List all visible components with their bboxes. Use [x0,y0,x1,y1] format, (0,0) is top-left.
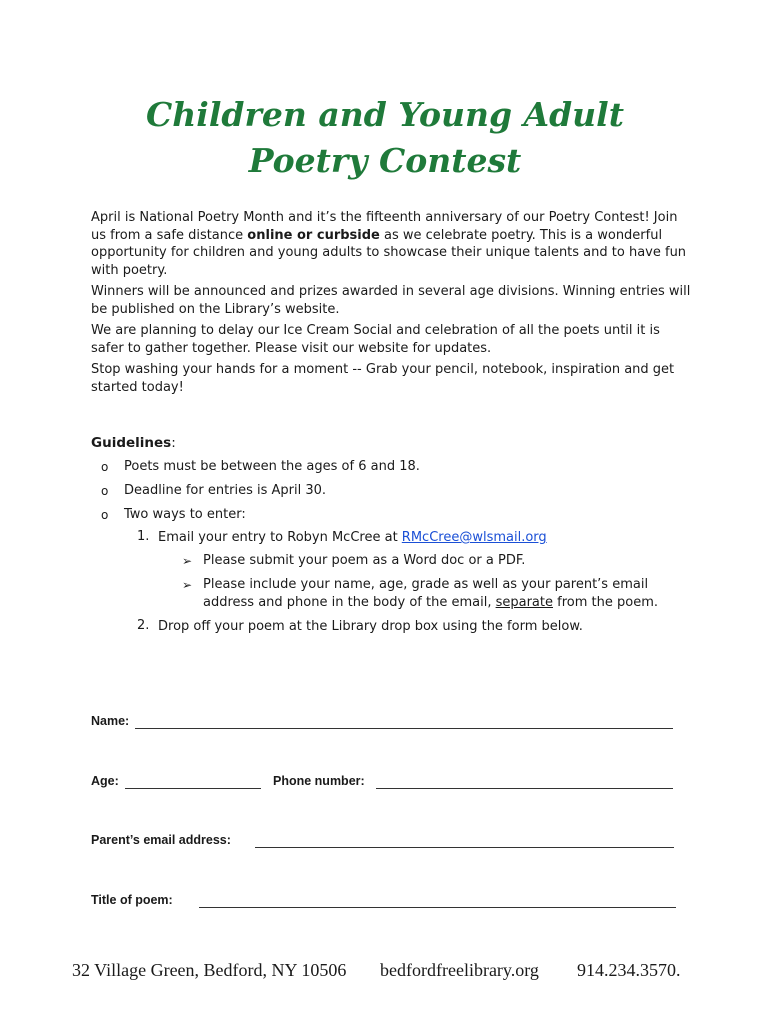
footer-phone: 914.234.3570. [577,960,681,980]
guidelines-heading-text: Guidelines [91,435,172,451]
sub-item-include [203,576,685,611]
way-1-number: 1. [137,529,150,544]
title-line-1: Children and Young Adult [146,95,624,134]
poem-title-field-line[interactable] [199,907,676,908]
email-link[interactable]: RMcCree@wlsmail.org [401,530,547,545]
guideline-item-ways: Two ways to enter: [124,507,246,522]
intro-paragraph-1 [91,209,696,279]
footer-address: 32 Village Green, Bedford, NY 10506 [72,960,347,980]
parent-email-label: Parent’s email address: [91,833,231,847]
sub-item-include-underlined: separate [495,594,553,610]
intro-paragraph-3: We are planning to delay our Ice Cream Social and celebration of all the poets until it is safer to gather together. Please visit our website for updates. [91,323,660,356]
sub-item-include-b: from the poem. [553,594,658,610]
intro-paragraph-4: Stop washing your hands for a moment -- Grab your pencil, notebook, inspiration and get started today! [91,362,675,395]
arrow-bullet-icon: ➢ [182,578,193,592]
page-title [0,92,770,184]
way-1-text [158,529,547,547]
guidelines-heading-colon: : [171,435,176,451]
footer-website: bedfordfreelibrary.org [380,960,539,980]
guidelines-heading [91,435,176,451]
name-label: Name: [91,714,130,728]
poem-title-label: Title of poem: [91,893,173,907]
intro-p1-text-b: as we celebrate poetry. This is a wonderful opportunity for children and young adults to showcase their unique talents and to have fun with poetry. [91,227,687,278]
guideline-item-deadline: Deadline for entries is April 30. [124,483,327,498]
bullet-icon: o [101,484,109,498]
bullet-icon: o [101,460,109,474]
way-2-text: Drop off your poem at the Library drop box using the form below. [158,619,583,634]
sub-item-include-a: Please include your name, age, grade as well as your parent’s email address and phone in the body of the email, [203,577,649,610]
intro-p1-text-a: April is National Poetry Month and it’s the fifteenth anniversary of our Poetry Contest! Join us from a safe distance [91,210,678,243]
way-2-number: 2. [137,618,150,633]
intro-paragraph-2: Winners will be announced and prizes awarded in several age divisions. Winning entries will be published on the Library’s website. [91,284,691,317]
intro-section [91,209,696,400]
parent-email-field-line[interactable] [255,847,674,848]
phone-label: Phone number: [273,774,365,788]
name-field-line[interactable] [135,728,673,729]
guideline-item-age: Poets must be between the ages of 6 and 18. [124,459,420,474]
phone-field-line[interactable] [376,788,673,789]
age-field-line[interactable] [125,788,261,789]
title-line-2: Poetry Contest [248,141,522,180]
intro-p1-bold: online or curbside [247,227,380,243]
arrow-bullet-icon: ➢ [182,554,193,568]
age-label: Age: [91,774,119,788]
way-1-label: Email your entry to Robyn McCree at [158,530,402,545]
sub-item-format: Please submit your poem as a Word doc or a PDF. [203,553,526,568]
bullet-icon: o [101,508,109,522]
